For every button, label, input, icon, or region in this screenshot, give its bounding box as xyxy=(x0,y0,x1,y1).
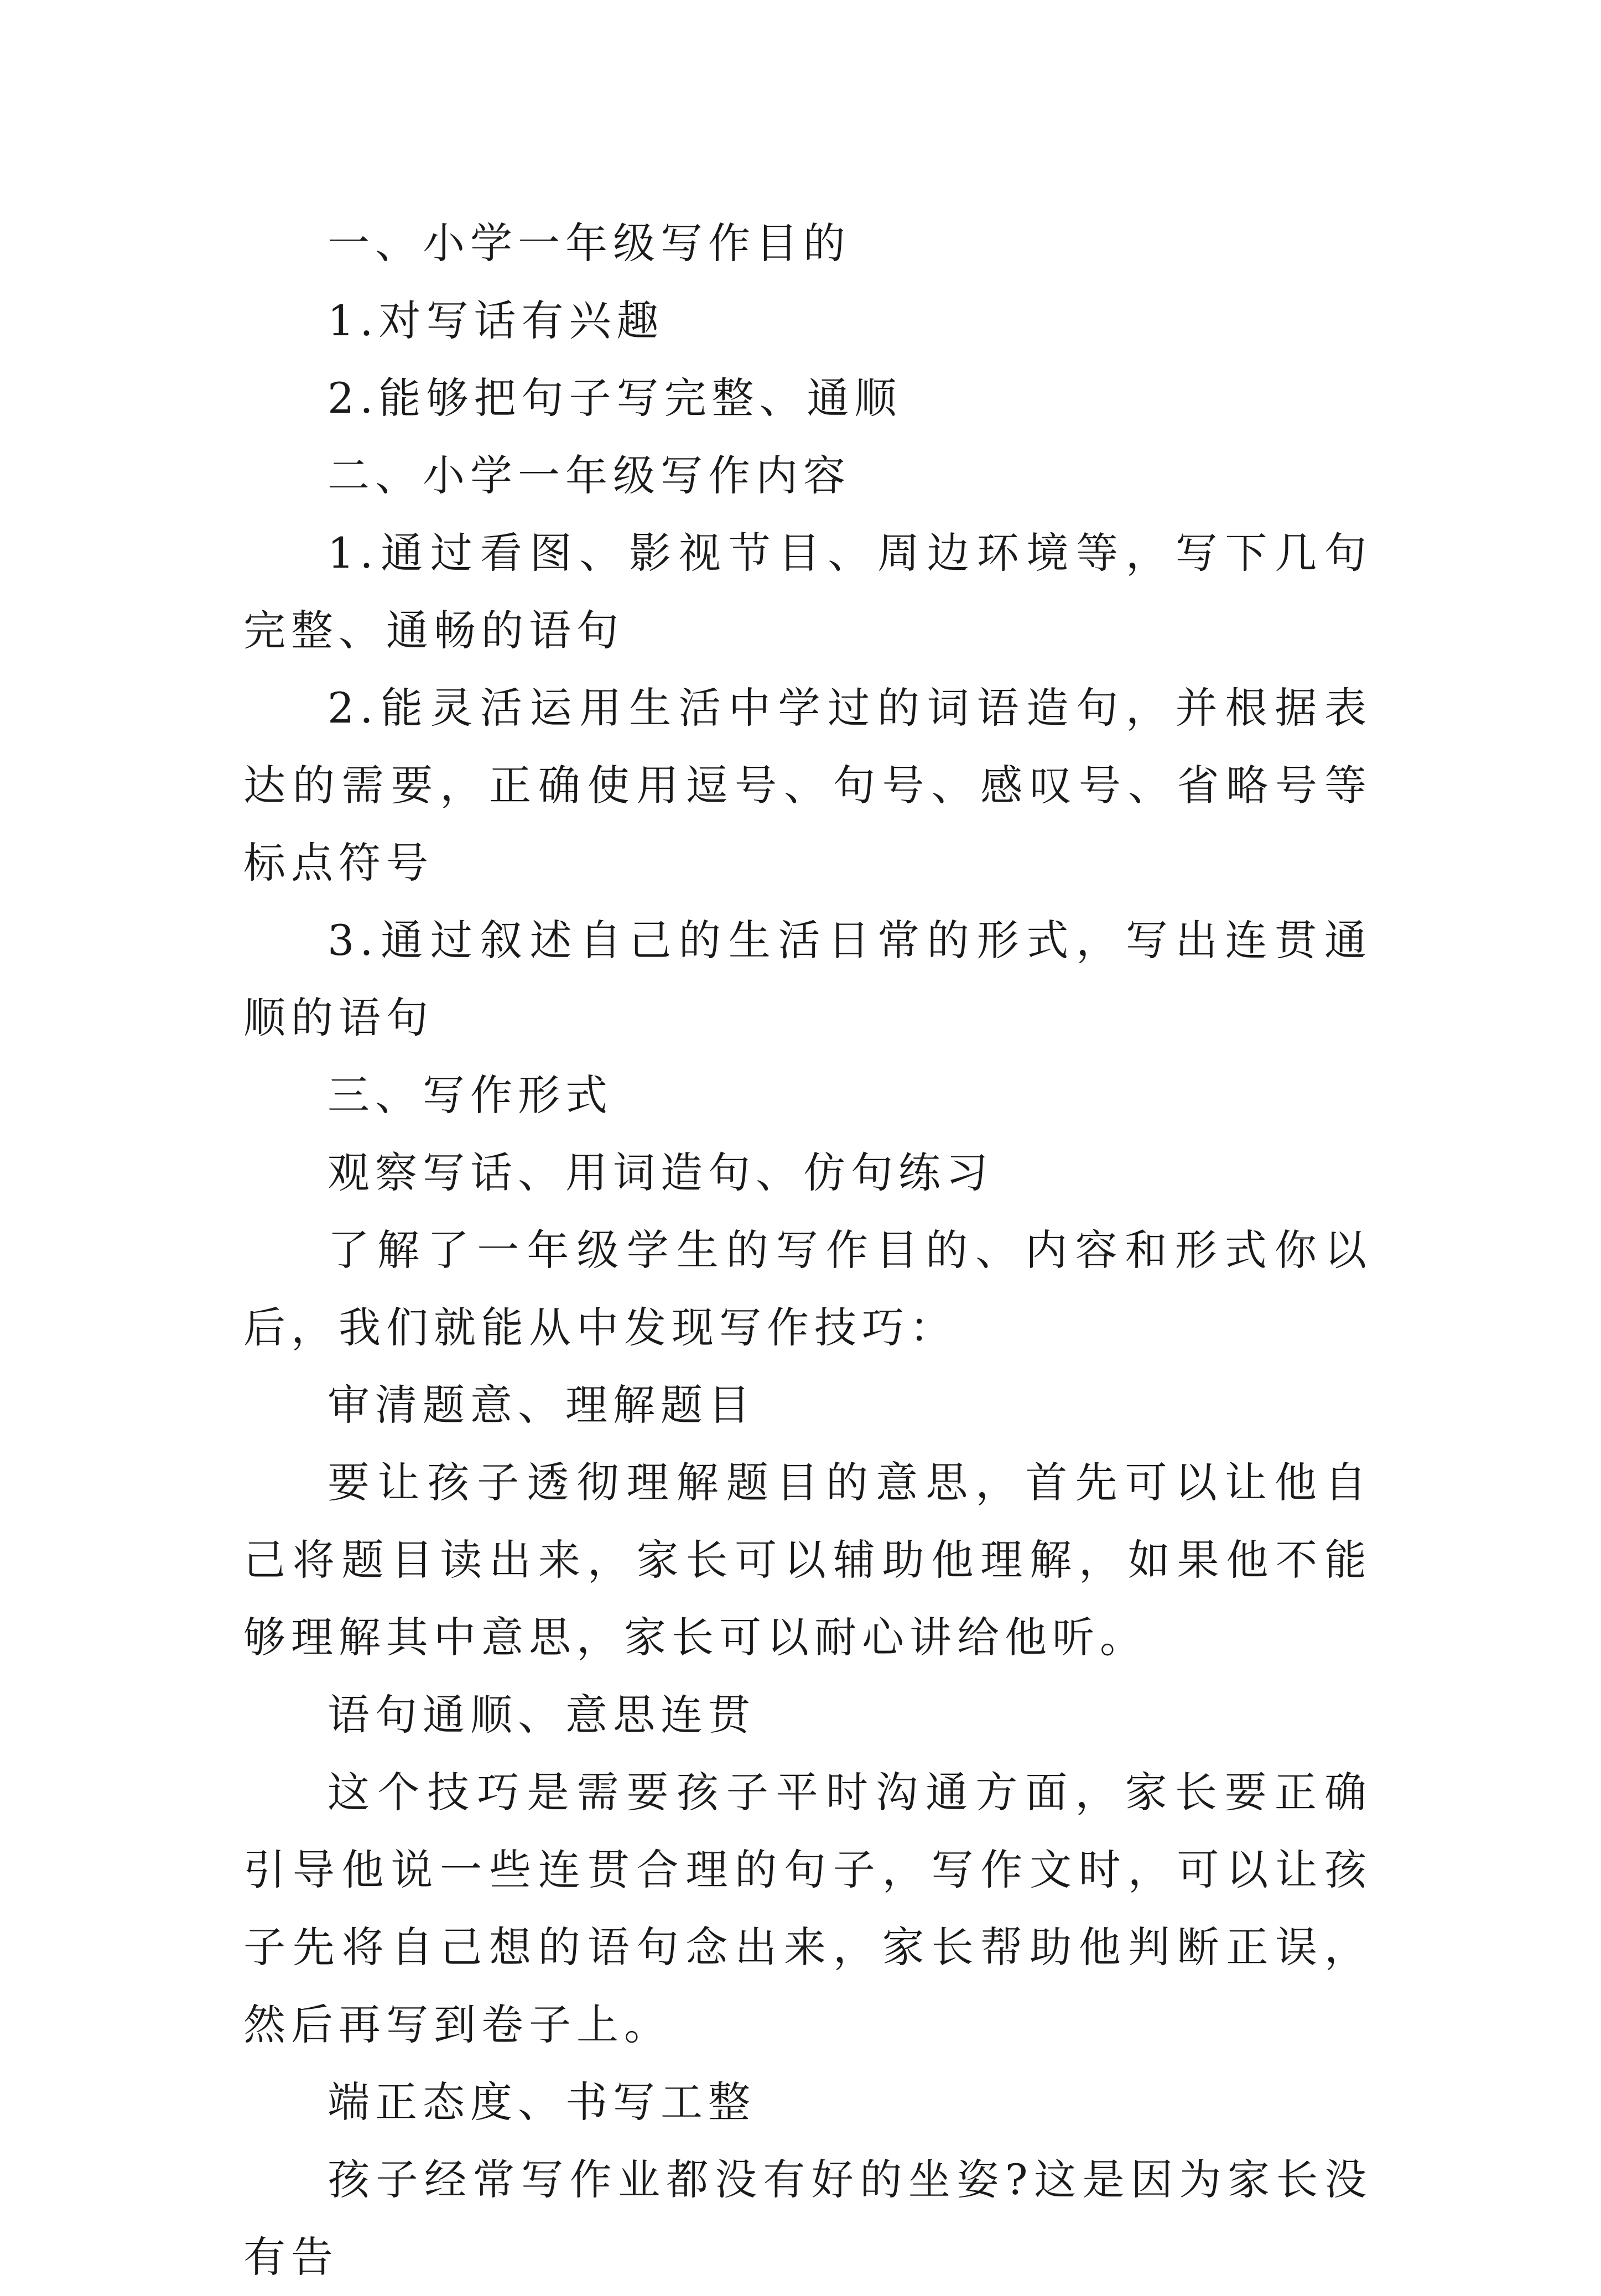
section-heading-content: 二、小学一年级写作内容 xyxy=(328,451,851,500)
tip-body-understand: 要让孩子透彻理解题目的意思，首先可以让他自己将题目读出来，家长可以辅助他理解，如果他不能够理解其中意思，家长可以耐心讲给他听。 xyxy=(243,1458,1372,1662)
form-description: 观察写话、用词造句、仿句练习 xyxy=(328,1148,994,1197)
tip-heading-attitude: 端正态度、书写工整 xyxy=(328,2077,756,2127)
tip-heading-fluency: 语句通顺、意思连贯 xyxy=(328,1690,756,1739)
goal-item-1: 1.对写话有兴趣 xyxy=(328,296,664,345)
tip-heading-understand: 审清题意、理解题目 xyxy=(328,1380,756,1430)
content-item-1: 1.通过看图、影视节目、周边环境等，写下几句完整、通畅的语句 xyxy=(243,528,1372,655)
content-item-3: 3.通过叙述自己的生活日常的形式，写出连贯通顺的语句 xyxy=(243,916,1372,1042)
section-heading-form: 三、写作形式 xyxy=(328,1071,613,1120)
goal-item-2: 2.能够把句子写完整、通顺 xyxy=(328,373,902,423)
content-item-2: 2.能灵活运用生活中学过的词语造句，并根据表达的需要，正确使用逗号、句号、感叹号、省略号等标点符号 xyxy=(243,683,1372,887)
section-heading-goals: 一、小学一年级写作目的 xyxy=(328,219,851,268)
tip-body-attitude: 孩子经常写作业都没有好的坐姿?这是因为家长没有告 xyxy=(243,2155,1372,2282)
transition-paragraph: 了解了一年级学生的写作目的、内容和形式你以后，我们就能从中发现写作技巧： xyxy=(243,1225,1372,1352)
tip-body-fluency: 这个技巧是需要孩子平时沟通方面，家长要正确引导他说一些连贯合理的句子，写作文时，可以让孩子先将自己想的语句念出来，家长帮助他判断正误，然后再写到卷子上。 xyxy=(243,1768,1372,2049)
document-body xyxy=(243,205,1372,2296)
